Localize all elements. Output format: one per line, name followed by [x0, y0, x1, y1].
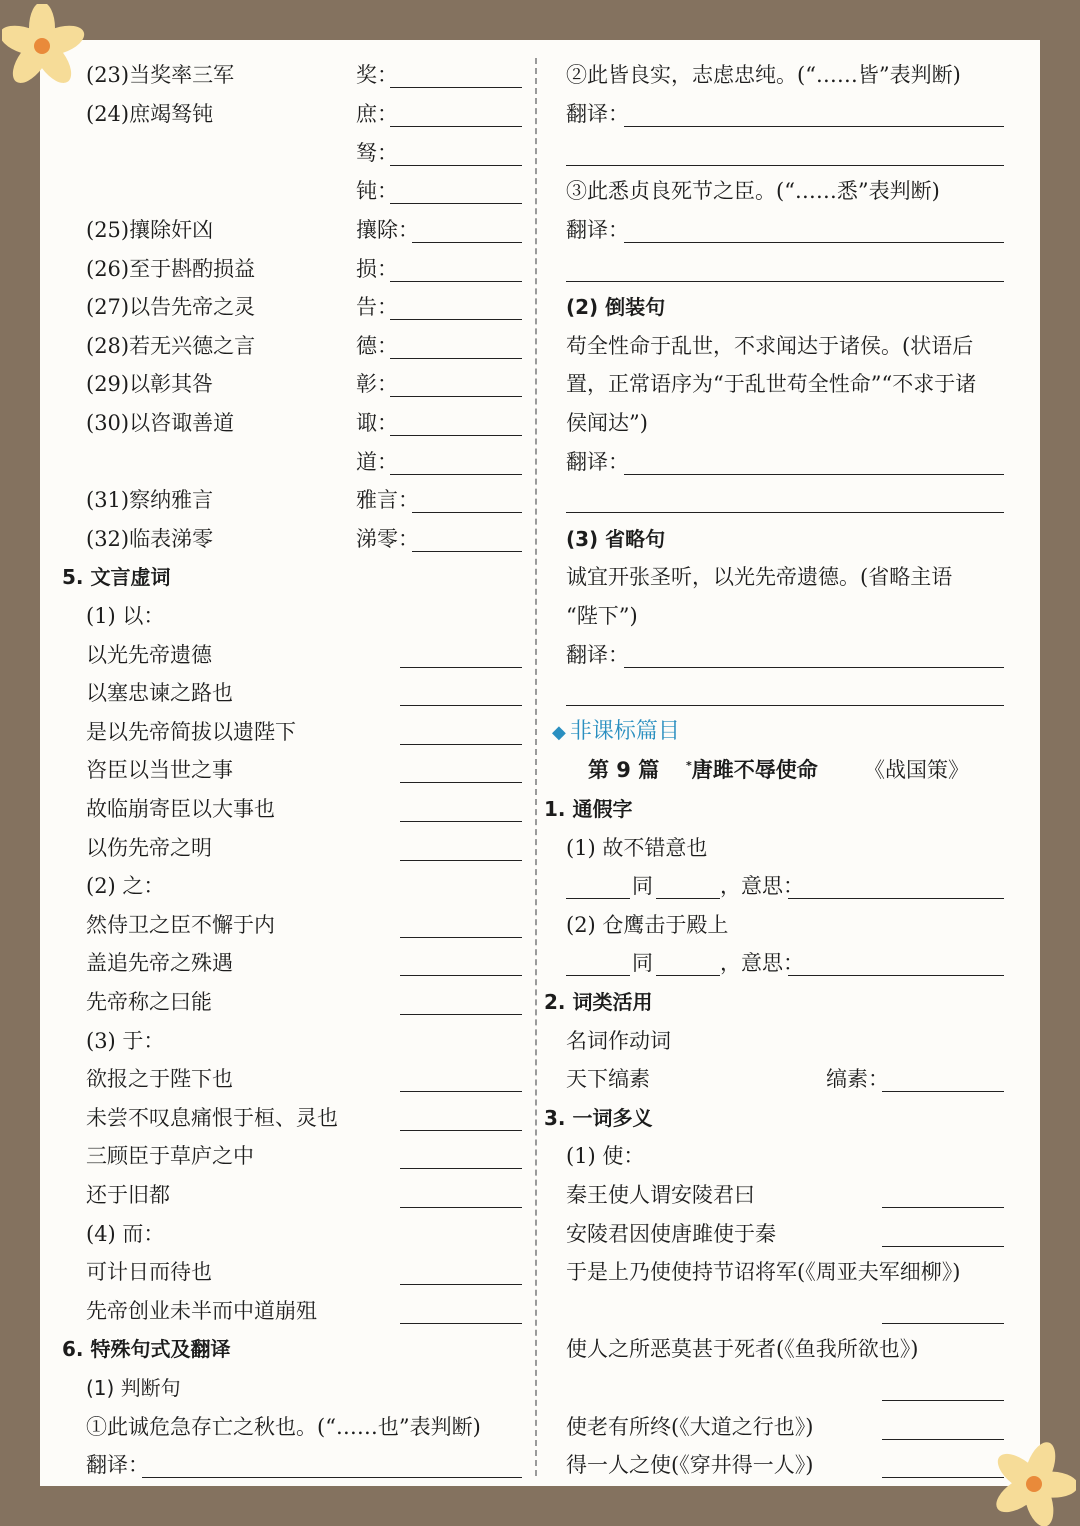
answer-blank[interactable]: [412, 213, 522, 243]
vocab-item: (31)察纳雅言: [86, 488, 214, 512]
translate-label: 翻译：: [566, 450, 629, 474]
tongjia-item: (2) 仓鹰击于殿上: [566, 913, 729, 937]
vocab-item: (30)以咨诹善道: [86, 411, 235, 435]
example-sentence: 以伤先帝之明: [86, 836, 212, 860]
group-label: (1) 以：: [86, 604, 165, 628]
answer-blank[interactable]: [400, 753, 522, 783]
translation-blank[interactable]: [624, 638, 1004, 668]
answer-blank[interactable]: [400, 715, 522, 745]
answer-blank[interactable]: [566, 946, 630, 976]
answer-blank[interactable]: [390, 252, 522, 282]
answer-blank[interactable]: [656, 869, 720, 899]
section-heading: 1. 通假字: [544, 797, 633, 821]
example-sentence: 于是上乃使使持节诏将军(《周亚夫军细柳》): [566, 1260, 961, 1284]
section-heading: 2. 词类活用: [544, 990, 653, 1014]
example-sentence: 以光先帝遗德: [86, 643, 212, 667]
vocab-key: 攘除：: [356, 218, 419, 242]
subsection-heading: (2) 倒装句: [566, 295, 666, 319]
example-sentence: 以塞忠谏之路也: [86, 681, 233, 705]
answer-blank[interactable]: [882, 1294, 1004, 1324]
group-label: (3) 于：: [86, 1029, 165, 1053]
tongjia-item: (1) 故不错意也: [566, 836, 708, 860]
answer-blank[interactable]: [400, 946, 522, 976]
answer-blank[interactable]: [656, 946, 720, 976]
translation-blank[interactable]: [142, 1448, 522, 1478]
vocab-key: 驽：: [356, 141, 398, 165]
vocab-key: 奖：: [356, 63, 398, 87]
answer-blank[interactable]: [788, 946, 1004, 976]
flower-decoration-top-left: [2, 4, 86, 88]
example-sentence: 未尝不叹息痛恨于桓、灵也: [86, 1106, 338, 1130]
translation-blank[interactable]: [566, 483, 1004, 513]
subsection-heading: (3) 省略句: [566, 527, 666, 551]
translation-blank[interactable]: [566, 676, 1004, 706]
translation-blank[interactable]: [624, 213, 1004, 243]
answer-blank[interactable]: [882, 1410, 1004, 1440]
translate-label: 翻译：: [566, 218, 629, 242]
vocab-item: (25)攘除奸凶: [86, 218, 214, 242]
example-sentence: 然侍卫之臣不懈于内: [86, 913, 275, 937]
vocab-key: 庶：: [356, 102, 398, 126]
lesson-number: 第 9 篇: [588, 758, 660, 782]
answer-blank[interactable]: [882, 1448, 1004, 1478]
inversion-text-line: 侯闻达”): [566, 411, 648, 435]
example-sentence: 得一人之使(《穿井得一人》): [566, 1453, 814, 1477]
vocab-key: 雅言：: [356, 488, 419, 512]
translate-label: 翻译：: [566, 102, 629, 126]
vocab-item: (27)以告先帝之灵: [86, 295, 256, 319]
vocab-key: 缟素：: [826, 1067, 889, 1091]
answer-blank[interactable]: [390, 136, 522, 166]
meaning-label: ，意思：: [720, 874, 804, 898]
section-heading: 6. 特殊句式及翻译: [62, 1337, 231, 1361]
lesson-source: 《战国策》: [864, 758, 969, 782]
example-sentence: 咨臣以当世之事: [86, 758, 233, 782]
example-sentence: 三顾臣于草庐之中: [86, 1144, 254, 1168]
example-sentence: 安陵君因使唐雎使于秦: [566, 1222, 776, 1246]
star-marker: *: [686, 759, 692, 772]
example-sentence: 先帝称之曰能: [86, 990, 212, 1014]
example-sentence: 天下缟素: [566, 1067, 650, 1091]
example-sentence: 先帝创业未半而中道崩殂: [86, 1299, 317, 1323]
answer-blank[interactable]: [400, 638, 522, 668]
answer-blank[interactable]: [400, 1255, 522, 1285]
judgment-sentence-2: ②此皆良实，志虑忠纯。(“……皆”表判断): [566, 63, 961, 87]
answer-blank[interactable]: [882, 1371, 1004, 1401]
answer-blank[interactable]: [390, 329, 522, 359]
answer-blank[interactable]: [400, 1139, 522, 1169]
answer-blank[interactable]: [400, 908, 522, 938]
omission-text-line: 诚宜开张圣听，以光先帝遗德。(省略主语: [566, 565, 953, 589]
section-banner: ◆ 非课标篇目: [552, 719, 680, 744]
answer-blank[interactable]: [400, 1101, 522, 1131]
answer-blank[interactable]: [390, 367, 522, 397]
vocab-item: (24)庶竭驽钝: [86, 102, 214, 126]
group-label: (1) 使：: [566, 1144, 645, 1168]
section-heading: 5. 文言虚词: [62, 565, 171, 589]
diamond-icon: ◆: [552, 722, 566, 743]
example-sentence: 秦王使人谓安陵君曰: [566, 1183, 755, 1207]
answer-blank[interactable]: [412, 522, 522, 552]
answer-blank[interactable]: [400, 676, 522, 706]
answer-blank[interactable]: [390, 174, 522, 204]
vocab-key: 彰：: [356, 372, 398, 396]
vocab-key: 钝：: [356, 179, 398, 203]
vocab-key: 告：: [356, 295, 398, 319]
meaning-label: ，意思：: [720, 951, 804, 975]
answer-blank[interactable]: [412, 483, 522, 513]
tong-label: 同: [632, 874, 653, 898]
vocab-item: (28)若无兴德之言: [86, 334, 256, 358]
answer-blank[interactable]: [400, 1294, 522, 1324]
example-sentence: 使老有所终(《大道之行也》): [566, 1415, 814, 1439]
example-sentence: 是以先帝简拔以遗陛下: [86, 720, 296, 744]
answer-blank[interactable]: [400, 1178, 522, 1208]
answer-blank[interactable]: [390, 58, 522, 88]
vocab-key: 损：: [356, 257, 398, 281]
translate-label: 翻译：: [86, 1453, 149, 1477]
vocab-item: (23)当奖率三军: [86, 63, 235, 87]
tong-label: 同: [632, 951, 653, 975]
answer-blank[interactable]: [400, 1062, 522, 1092]
answer-blank[interactable]: [400, 985, 522, 1015]
answer-blank[interactable]: [882, 1062, 1004, 1092]
vocab-key: 诹：: [356, 411, 398, 435]
vocab-item: (32)临表涕零: [86, 527, 214, 551]
answer-blank[interactable]: [390, 290, 522, 320]
subsection-heading: (1) 判断句: [86, 1376, 181, 1400]
omission-text-line: “陛下”): [566, 604, 638, 628]
vocab-key: 德：: [356, 334, 398, 358]
group-label: (4) 而：: [86, 1222, 165, 1246]
answer-blank[interactable]: [390, 406, 522, 436]
answer-blank[interactable]: [882, 1178, 1004, 1208]
translation-blank[interactable]: [624, 97, 1004, 127]
answer-blank[interactable]: [400, 792, 522, 822]
example-sentence: 可计日而待也: [86, 1260, 212, 1284]
example-sentence: 欲报之于陛下也: [86, 1067, 233, 1091]
example-sentence: 还于旧都: [86, 1183, 170, 1207]
inversion-text-line: 苟全性命于乱世，不求闻达于诸侯。(状语后: [566, 334, 974, 358]
translate-label: 翻译：: [566, 643, 629, 667]
example-sentence: 故临崩寄臣以大事也: [86, 797, 275, 821]
subsection-label: 名词作动词: [566, 1029, 671, 1053]
inversion-text-line: 置，正常语序为“于乱世苟全性命”“不求于诸: [566, 372, 977, 396]
section-heading: 3. 一词多义: [544, 1106, 653, 1130]
vocab-item: (29)以彰其咎: [86, 372, 214, 396]
lesson-title: *唐雎不辱使命: [686, 758, 818, 782]
translation-blank[interactable]: [624, 445, 1004, 475]
answer-blank[interactable]: [390, 445, 522, 475]
answer-blank[interactable]: [390, 97, 522, 127]
vocab-key: 道：: [356, 450, 398, 474]
answer-blank[interactable]: [882, 1217, 1004, 1247]
translation-blank[interactable]: [566, 252, 1004, 282]
judgment-sentence-3: ③此悉贞良死节之臣。(“……悉”表判断): [566, 179, 940, 203]
answer-blank[interactable]: [400, 831, 522, 861]
answer-blank[interactable]: [788, 869, 1004, 899]
column-divider: [535, 58, 537, 1476]
group-label: (2) 之：: [86, 874, 165, 898]
vocab-item: (26)至于斟酌损益: [86, 257, 256, 281]
answer-blank[interactable]: [566, 869, 630, 899]
judgment-sentence-1: ①此诚危急存亡之秋也。(“……也”表判断): [86, 1415, 481, 1439]
example-sentence: 使人之所恶莫甚于死者(《鱼我所欲也》): [566, 1337, 919, 1361]
example-sentence: 盖追先帝之殊遇: [86, 951, 233, 975]
translation-blank[interactable]: [566, 136, 1004, 166]
vocab-key: 涕零：: [356, 527, 419, 551]
